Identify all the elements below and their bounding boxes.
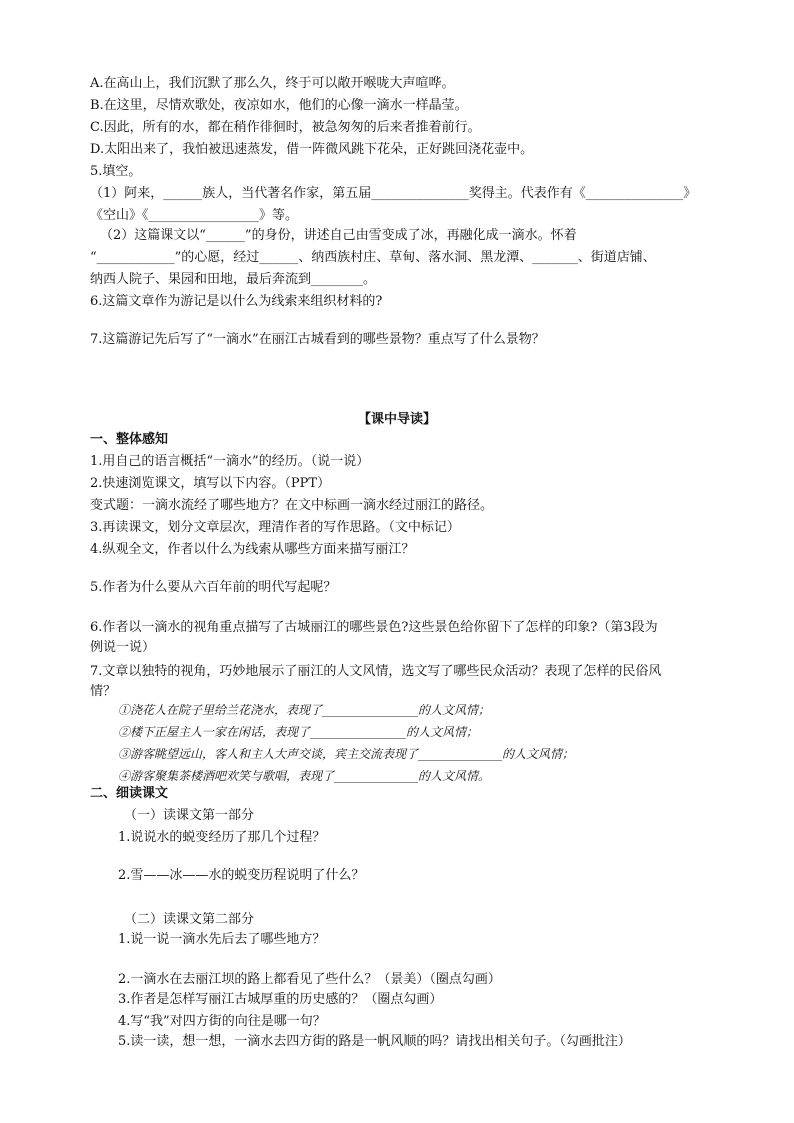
heading-close-reading: 二、细读课文 bbox=[90, 786, 169, 801]
culture-item-1: ①浇花人在院子里给兰花浇水，表现了________________的人文风情； bbox=[118, 703, 491, 717]
fill-2-line-2: “____________”的心愿，经过______、纳西族村庄、草甸、落水洞、黑龙潭、_______、街道店铺、 bbox=[90, 250, 656, 265]
heading-overall: 一、整体感知 bbox=[90, 432, 169, 447]
section-title: 【课中导读】 bbox=[357, 412, 436, 427]
overall-q6-line-1: 6.作者以一滴水的视角重点描写了古城丽江的哪些景色?这些景色给你留下了怎样的印象?（第3段为 bbox=[90, 620, 658, 635]
overall-q1: 1.用自己的语言概括“一滴水”的经历。（说一说） bbox=[90, 454, 370, 469]
fill-2-line-3: 纳西人院子、果园和田地，最后奔流到________。 bbox=[90, 272, 377, 287]
option-a: A.在高山上，我们沉默了那么久，终于可以敞开喉咙大声喧哗。 bbox=[90, 76, 455, 91]
part-1-heading: （一）读课文第一部分 bbox=[124, 808, 255, 823]
overall-q3: 3.再读课文，划分文章层次，理清作者的写作思路。（文中标记） bbox=[90, 520, 460, 535]
overall-q6-line-2: 例说一说） bbox=[90, 640, 156, 655]
part-2-q2: 2.一滴水在去丽江坝的路上都看见了些什么？（景美）（圈点勾画） bbox=[118, 972, 501, 987]
overall-q7-line-1: 7.文章以独特的视角，巧妙地展示了丽江的人文风情，选文写了哪些民众活动？表现了怎样的民俗风 bbox=[90, 664, 662, 679]
part-2-q1: 1.说一说一滴水先后去了哪些地方？ bbox=[118, 932, 326, 947]
part-2-q4: 4.写“我”对四方街的向往是哪一句？ bbox=[118, 1014, 326, 1029]
fill-1-line-2: 《空山》《_________________》等。 bbox=[90, 208, 299, 223]
overall-q5: 5.作者为什么要从六百年前的明代写起呢？ bbox=[90, 580, 337, 595]
option-b: B.在这里，尽情欢歌处，夜凉如水，他们的心像一滴水一样晶莹。 bbox=[90, 98, 468, 113]
part-1-q1: 1.说说水的蜕变经历了那几个过程？ bbox=[118, 830, 326, 845]
question-7: 7.这篇游记先后写了“一滴水”在丽江古城看到的哪些景物？重点写了什么景物？ bbox=[90, 332, 545, 347]
fill-1-line-1: （1）阿来，______族人，当代著名作家，第五届_______________奖得主。代表作有《_______________》 bbox=[90, 186, 697, 201]
overall-q2: 2.快速浏览课文，填写以下内容。（PPT） bbox=[90, 476, 331, 491]
part-2-heading: （二）读课文第二部分 bbox=[124, 912, 255, 927]
part-2-q5: 5.读一读，想一想，一滴水去四方街的路是一帆风顺的吗？请找出相关句子。（勾画批注） bbox=[118, 1034, 631, 1049]
part-2-q3: 3.作者是怎样写丽江古城厚重的历史感的？（圈点勾画） bbox=[118, 992, 443, 1007]
overall-q7-line-2: 情？ bbox=[90, 684, 117, 699]
fill-2-line-1: （2）这篇课文以“______”的身份，讲述自己由雪变成了冰，再融化成一滴水。怀着 bbox=[100, 228, 577, 243]
option-c: C.因此，所有的水，都在稍作徘徊时，被急匆匆的后来者推着前行。 bbox=[90, 120, 481, 135]
overall-variant: 变式题：一滴水流经了哪些地方？在文中标画一滴水经过丽江的路径。 bbox=[90, 498, 494, 513]
culture-item-4: ④游客聚集茶楼酒吧欢笑与歌唱，表现了______________的人文风情。 bbox=[118, 769, 491, 783]
culture-item-2: ②楼下正屋主人一家在闲话，表现了________________的人文风情； bbox=[118, 725, 479, 739]
part-1-q2: 2.雪——冰——水的蜕变历程说明了什么？ bbox=[118, 868, 365, 883]
option-d: D.太阳出来了，我怕被迅速蒸发，借一阵微风跳下花朵，正好跳回浇花壶中。 bbox=[90, 142, 534, 157]
overall-q4: 4.纵观全文，作者以什么为线索从哪些方面来描写丽江？ bbox=[90, 542, 415, 557]
culture-item-3: ③游客眺望远山，客人和主人大声交谈，宾主交流表现了______________的人文风情； bbox=[118, 747, 575, 761]
question-6: 6.这篇文章作为游记是以什么为线索来组织材料的? bbox=[90, 294, 383, 309]
question-5: 5.填空。 bbox=[90, 164, 142, 179]
